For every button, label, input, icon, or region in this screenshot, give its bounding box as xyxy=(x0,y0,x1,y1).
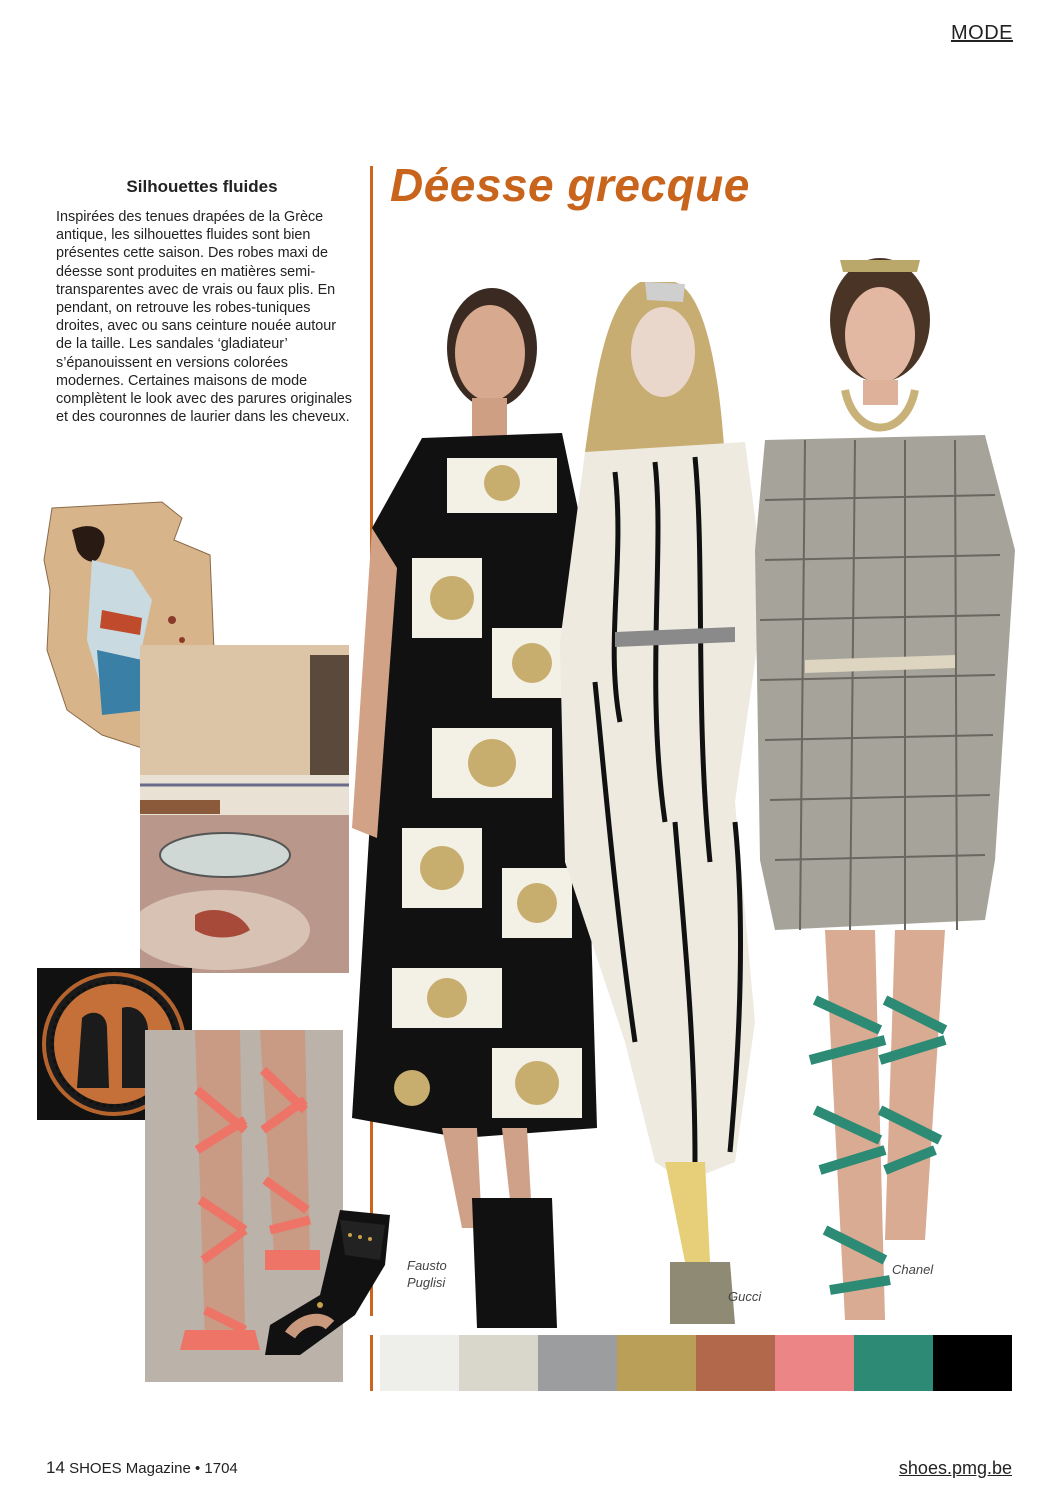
palette-swatch xyxy=(854,1335,933,1391)
palette-swatch xyxy=(459,1335,538,1391)
palette-swatch xyxy=(933,1335,1012,1391)
magazine-issue: SHOES Magazine • 1704 xyxy=(69,1460,238,1477)
palette-swatch xyxy=(617,1335,696,1391)
color-palette xyxy=(380,1335,1012,1391)
caption-fausto-puglisi: Fausto Puglisi xyxy=(407,1258,447,1290)
footer-page-info xyxy=(46,1458,238,1478)
palette-swatch xyxy=(775,1335,854,1391)
page-title: Déesse grecque xyxy=(390,159,750,211)
greek-interior-image xyxy=(140,645,349,973)
website-link[interactable]: shoes.pmg.be xyxy=(898,1458,1012,1478)
caption-chanel: Chanel xyxy=(892,1262,934,1277)
palette-divider xyxy=(370,1335,373,1391)
section-tag[interactable]: MODE xyxy=(951,22,1013,44)
caption-gucci: Gucci xyxy=(728,1289,762,1304)
model-gucci-image xyxy=(545,262,775,1330)
sidebar-heading: Silhouettes fluides xyxy=(126,177,278,196)
palette-swatch xyxy=(538,1335,617,1391)
palette-swatch xyxy=(380,1335,459,1391)
model-chanel-image xyxy=(745,240,1025,1330)
sidebar-body-text: Inspirées des tenues drapées de la Grèce antique, les silhouettes fluides sont bien présentes cette saison. Des robes maxi de déesse sont produites en matières semi-transparentes avec de vrais ou faux plis. En pendant, on retrouve les robes-tuniques droites, avec ou sans ceinture nouée autour de la taille. Les sandales ‘gladiateur’ s’épanouissent en versions colorées modernes. Certaines maisons de mode complètent le look avec des parures originales et des couronnes de laurier dans les cheveux. xyxy=(56,209,352,426)
palette-swatch xyxy=(696,1335,775,1391)
page-number: 14 xyxy=(46,1458,65,1477)
